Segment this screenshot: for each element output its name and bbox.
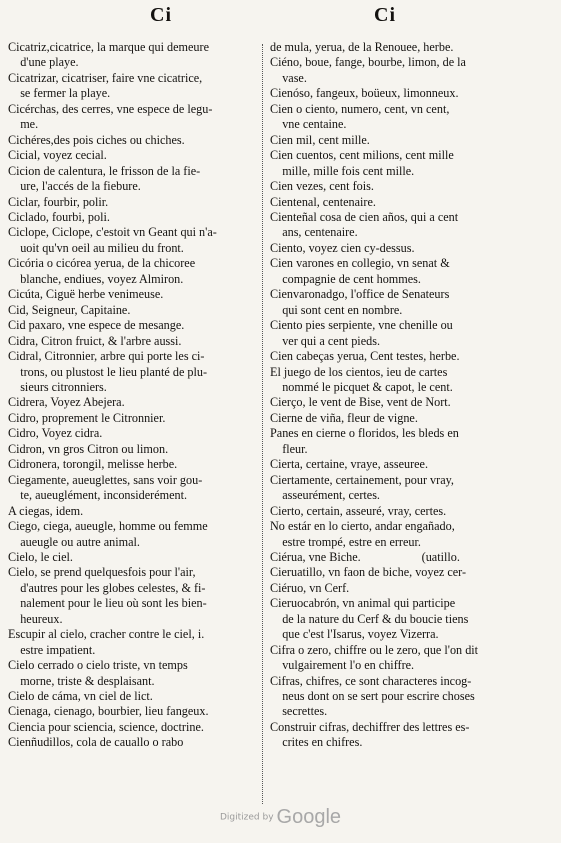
entry-line: se fermer la playe.: [8, 86, 111, 101]
entry-line: qui sont cent en nombre.: [270, 302, 403, 317]
entry-line: aueugle ou autre animal.: [8, 534, 140, 549]
right-column: [270, 40, 558, 751]
entry-line: neus dont on se sert pour escrire choses: [270, 689, 475, 704]
entry-line: Cidral, Citronnier, arbre qui porte les ci-: [8, 349, 205, 364]
entry-line: d'une playe.: [8, 55, 79, 70]
digitization-watermark: [0, 806, 561, 829]
entry-line: Ciclar, fourbir, polir.: [8, 194, 109, 209]
entry-line: Cien cabeças yerua, Cent testes, herbe.: [270, 349, 460, 364]
entry-line: Cicérchas, des cerres, vne espece de legu-: [8, 101, 213, 116]
entry-line: Cidrera, Voyez Abejera.: [8, 395, 125, 410]
entry-line: asseurément, certes.: [270, 488, 380, 503]
entry-line: Cidron, vn gros Citron ou limon.: [8, 441, 169, 456]
entry-line: Ciclope, Ciclope, c'estoit vn Geant qui n'a-: [8, 225, 217, 240]
entry-line: te, aueuglément, inconsiderément.: [8, 488, 188, 503]
entry-line: Cicatriz,cicatrice, la marque qui demeure: [8, 40, 209, 54]
column-divider: [262, 44, 265, 804]
entry-line: Cicion de calentura, le frisson de la fie-: [8, 163, 201, 178]
entry-line: Cienóso, fangeux, boüeux, limonneux.: [270, 86, 459, 101]
entry-line: Cien varones en collegio, vn senat &: [270, 256, 450, 271]
entry-line: A ciegas, idem.: [8, 503, 84, 518]
entry-line: El juego de los cientos, ieu de cartes: [270, 364, 448, 379]
entry-line: Cierta, certaine, vraye, asseuree.: [270, 457, 429, 472]
entry-line: Cielo cerrado o cielo triste, vn temps: [8, 658, 188, 673]
entry-line: Ciérua, vne Biche. (uatillo.: [270, 549, 460, 564]
entry-line: Cierne de viña, fleur de vigne.: [270, 410, 418, 425]
entry-line: Cidro, proprement le Citronnier.: [8, 410, 166, 425]
google-logo: Google: [276, 806, 342, 828]
entry-line: estre trompé, estre en erreur.: [270, 534, 421, 549]
entry-line: estre impatient.: [8, 642, 96, 657]
entry-line: vne centaine.: [270, 117, 347, 132]
entry-line: nommé le picquet & capot, le cent.: [270, 379, 453, 394]
entry-line: No estár en lo cierto, andar engañado,: [270, 519, 455, 534]
entry-line: Ciento pies serpiente, vne chenille ou: [270, 318, 453, 333]
entry-line: Cienñudillos, cola de cauallo o rabo: [8, 735, 184, 750]
entry-line: Cien cuentos, cent milions, cent mille: [270, 148, 454, 163]
entry-line: sieurs citronniers.: [8, 379, 107, 394]
entry-line: Cidronera, torongil, melisse herbe.: [8, 457, 178, 472]
entry-line: Cien vezes, cent fois.: [270, 179, 374, 194]
entry-line: vulgairement l'o en chiffre.: [270, 658, 415, 673]
entry-line: fleur.: [270, 441, 308, 456]
entry-line: crites en chifres.: [270, 735, 363, 750]
entry-line: Cifras, chifres, ce sont characteres incog-: [270, 673, 472, 688]
entry-line: Cidro, Voyez cidra.: [8, 426, 103, 441]
left-column: [8, 40, 260, 751]
entry-line: Cicória o cicórea yerua, de la chicoree: [8, 256, 196, 271]
entry-line: secrettes.: [270, 704, 328, 719]
entry-line: me.: [8, 117, 39, 132]
entry-line: Cidra, Citron fruict, & l'arbre aussi.: [8, 333, 182, 348]
entry-line: Cienvaronadgo, l'office de Senateurs: [270, 287, 450, 302]
entry-line: Escupir al cielo, cracher contre le ciel, i.: [8, 627, 205, 642]
entry-line: Cienaga, cienago, bourbier, lieu fangeux.: [8, 704, 209, 719]
entry-line: Panes en cierne o floridos, les bleds en: [270, 426, 459, 441]
running-head-right: Ci: [374, 4, 396, 26]
entry-line: Cicatrizar, cicatriser, faire vne cicatrice,: [8, 70, 203, 85]
entry-line: Ciento, voyez cien cy-dessus.: [270, 240, 415, 255]
entry-line: Cierto, certain, asseuré, vray, certes.: [270, 503, 447, 518]
entry-line: d'autres pour les globes celestes, & fi-: [8, 580, 206, 595]
entry-line: de mula, yerua, de la Renouee, herbe.: [270, 40, 454, 54]
entry-line: ure, l'accés de la fiebure.: [8, 179, 141, 194]
entry-line: Cielo, se prend quelquesfois pour l'air,: [8, 565, 196, 580]
entry-line: mille, mille fois cent mille.: [270, 163, 415, 178]
entry-line: Ciencia pour sciencia, science, doctrine.: [8, 719, 204, 734]
entry-line: Ciéno, boue, fange, bourbe, limon, de la: [270, 55, 466, 70]
entry-line: Cientenal, centenaire.: [270, 194, 376, 209]
entry-line: heureux.: [8, 611, 63, 626]
entry-line: Cienteñal cosa de cien años, qui a cent: [270, 209, 459, 224]
entry-line: Cieruatillo, vn faon de biche, voyez cer-: [270, 565, 467, 580]
entry-line: Ciclado, fourbi, poli.: [8, 209, 110, 224]
entry-line: Construir cifras, dechiffrer des lettres es-: [270, 719, 470, 734]
entry-line: nalement pour le lieu où sont les bien-: [8, 596, 207, 611]
entry-line: Cien o ciento, numero, cent, vn cent,: [270, 101, 450, 116]
entry-line: blanche, endiues, voyez Almiron.: [8, 271, 184, 286]
entry-line: Cicial, voyez cecial.: [8, 148, 107, 163]
entry-line: vase.: [270, 70, 307, 85]
entry-line: compagnie de cent hommes.: [270, 271, 421, 286]
entry-line: que c'est l'Isarus, voyez Vizerra.: [270, 627, 439, 642]
entry-line: Cielo, le ciel.: [8, 549, 73, 564]
entry-line: Ciéruo, vn Cerf.: [270, 580, 350, 595]
entry-line: Ciego, ciega, aueugle, homme ou femme: [8, 519, 208, 534]
entry-line: ans, centenaire.: [270, 225, 358, 240]
entry-line: trons, ou plustost le lieu planté de plu-: [8, 364, 208, 379]
entry-line: Cien mil, cent mille.: [270, 132, 370, 147]
running-head-left: Ci: [150, 4, 172, 26]
entry-line: Cieruocabrón, vn animal qui participe: [270, 596, 456, 611]
entry-line: morne, triste & desplaisant.: [8, 673, 155, 688]
entry-line: uoit qu'vn oeil au milieu du front.: [8, 240, 184, 255]
entry-line: de la nature du Cerf & du boucie tiens: [270, 611, 469, 626]
entry-line: Cichéres,des pois ciches ou chiches.: [8, 132, 185, 147]
entry-line: Cicúta, Ciguë herbe venimeuse.: [8, 287, 164, 302]
entry-line: Cielo de cáma, vn ciel de lict.: [8, 689, 153, 704]
entry-line: Cifra o zero, chiffre ou le zero, que l'on dit: [270, 642, 479, 657]
digitized-by-text: Digitized by: [219, 812, 274, 823]
entry-line: Ciegamente, aueuglettes, sans voir gou-: [8, 472, 203, 487]
entry-line: Cid paxaro, vne espece de mesange.: [8, 318, 185, 333]
entry-line: Ciertamente, certainement, pour vray,: [270, 472, 454, 487]
entry-line: Cid, Seigneur, Capitaine.: [8, 302, 131, 317]
entry-line: Cierço, le vent de Bise, vent de Nort.: [270, 395, 451, 410]
entry-line: ver qui a cent pieds.: [270, 333, 380, 348]
